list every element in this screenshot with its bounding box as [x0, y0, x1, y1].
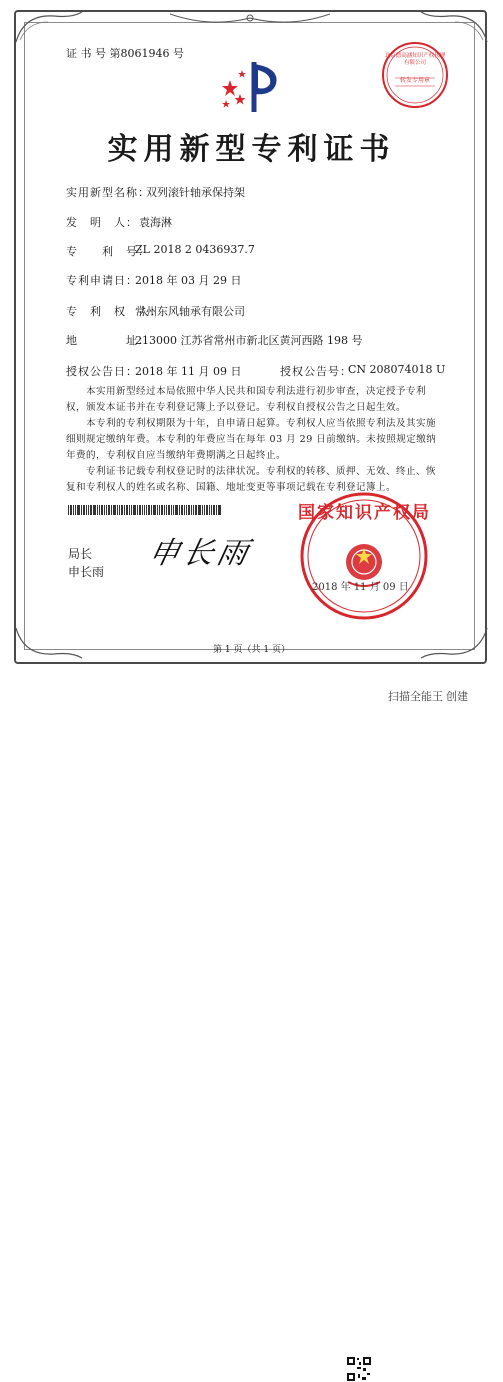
certificate-number-value: 8061946	[120, 47, 170, 60]
director-title: 局长	[68, 547, 93, 561]
patent-office-logo-icon	[218, 58, 284, 116]
barcode-bar	[88, 505, 89, 515]
barcode-bar	[166, 505, 167, 515]
patent-number-label: 专 利 号：	[66, 245, 150, 258]
barcode-bar	[90, 505, 92, 515]
grant-number-value: CN 208074018 U	[348, 363, 446, 376]
barcode-bar	[204, 505, 205, 515]
barcode-bar	[121, 505, 123, 515]
barcode-bar	[146, 505, 147, 515]
paragraph-grant: 本实用新型经过本局依照中华人民共和国专利法进行初步审查，决定授予专利权，颁发本证书并在专利登记簿上予以登记。专利权自授权公告之日起生效。	[66, 386, 427, 413]
barcode-bar	[144, 505, 145, 515]
barcode-bar	[213, 505, 215, 515]
inventor-label: 发 明 人：	[66, 216, 138, 229]
barcode-bar	[151, 505, 152, 515]
barcode-bar	[148, 505, 150, 515]
inventor-value: 袁海淋	[139, 216, 172, 229]
barcode-bar	[153, 505, 156, 515]
top-center-ornament	[170, 10, 330, 30]
barcode-bar	[106, 505, 107, 515]
paragraph-legal-status: 专利证书记载专利权登记时的法律状况。专利权的转移、质押、无效、终止、恢复和专利权人的姓名或名称、国籍、地址变更等事项记载在专利登记簿上。	[66, 466, 437, 493]
barcode-bar	[181, 505, 183, 515]
patent-number-value: ZL 2018 2 0436937.7	[135, 243, 255, 256]
grant-number-label: 授权公告号：	[280, 365, 352, 378]
corner-ornament-top-right	[419, 10, 489, 44]
barcode-bar	[111, 505, 112, 515]
barcode-bar	[108, 505, 110, 515]
barcode-bar	[173, 505, 174, 515]
agency-seal-subtext: 转发专用章	[399, 77, 430, 84]
barcode-bar	[86, 505, 87, 515]
barcode-bar	[179, 505, 180, 515]
certificate-page	[0, 0, 503, 676]
director-name: 申长雨	[68, 565, 105, 579]
barcode-bar	[157, 505, 158, 515]
qr-code-icon	[346, 1356, 372, 1382]
barcode-bar	[159, 505, 160, 515]
barcode-bar	[188, 505, 190, 515]
grant-date-label: 授权公告日：	[66, 365, 138, 378]
utility-model-name-label: 实用新型名称：	[66, 186, 150, 199]
barcode-bar	[126, 505, 128, 515]
utility-model-name-value: 双列滚针轴承保持架	[146, 186, 245, 199]
barcode-bar	[216, 505, 217, 515]
barcode	[68, 505, 273, 515]
barcode-bar	[218, 505, 221, 515]
barcode-bar	[97, 505, 98, 515]
grant-date-value: 2018 年 11 月 09 日	[135, 365, 242, 378]
barcode-bar	[133, 505, 136, 515]
filing-date-value: 2018 年 03 月 29 日	[135, 274, 242, 287]
barcode-bar	[164, 505, 165, 515]
barcode-bar	[83, 505, 85, 515]
barcode-bar	[198, 505, 201, 515]
filing-date-label: 专利申请日：	[66, 274, 138, 287]
certificate-number-suffix: 号	[173, 47, 184, 60]
address-value: 213000 江苏省常州市新北区黄河西路 198 号	[135, 334, 363, 347]
barcode-bar	[175, 505, 178, 515]
barcode-bar	[119, 505, 120, 515]
patentee-label: 专 利 权 人：	[66, 305, 162, 318]
corner-ornament-top-left	[14, 10, 84, 44]
barcode-bar	[75, 505, 76, 515]
barcode-bar	[124, 505, 125, 515]
barcode-bar	[137, 505, 138, 515]
barcode-bar	[117, 505, 118, 515]
barcode-bar	[139, 505, 141, 515]
paragraph-term: 本专利的专利权期限为十年，自申请日起算。专利权人应当依照专利法及其实施细则规定缴纳年费。本专利的年费应当在每年 03 月 29 日前缴纳。未按照规定缴纳年费的，专利权自应当缴纳年费期满之日起终止。	[66, 418, 437, 461]
barcode-bar	[193, 505, 194, 515]
barcode-bar	[68, 505, 69, 515]
director-signature: 申长雨	[145, 536, 255, 571]
certificate-number	[66, 45, 184, 61]
barcode-bar	[131, 505, 132, 515]
barcode-bar	[211, 505, 212, 515]
barcode-bar	[206, 505, 208, 515]
scanner-watermark: 扫描全能王 创建	[388, 691, 469, 703]
patentee-value: 常州东风轴承有限公司	[135, 305, 245, 318]
barcode-bar	[93, 505, 96, 515]
agency-seal-text: 北京德高涵知识产权代理有限公司	[384, 53, 446, 66]
barcode-bar	[168, 505, 170, 515]
seal-date: 2018 年 11 月 09 日	[312, 582, 409, 593]
barcode-bar	[184, 505, 185, 515]
barcode-bar	[171, 505, 172, 515]
address-label: 地 址：	[66, 334, 150, 347]
barcode-bar	[161, 505, 163, 515]
barcode-bar	[129, 505, 130, 515]
barcode-bar	[99, 505, 100, 515]
barcode-bar	[81, 505, 82, 515]
barcode-bar	[202, 505, 203, 515]
scanner-footer	[0, 676, 503, 712]
seal-organization-text: 国家知识产权局	[298, 503, 431, 523]
barcode-bar	[101, 505, 103, 515]
barcode-bar	[195, 505, 197, 515]
barcode-bar	[113, 505, 116, 515]
barcode-bar	[191, 505, 192, 515]
barcode-bar	[142, 505, 143, 515]
barcode-bar	[77, 505, 80, 515]
certificate-number-label: 证 书 号 第	[66, 47, 121, 60]
certificate-title: 实用新型专利证书	[107, 132, 396, 167]
barcode-bar	[209, 505, 210, 515]
page-number: 第 1 页（共 1 页）	[213, 645, 290, 655]
barcode-bar	[70, 505, 72, 515]
barcode-bar	[73, 505, 74, 515]
barcode-bar	[186, 505, 187, 515]
barcode-bar	[104, 505, 105, 515]
